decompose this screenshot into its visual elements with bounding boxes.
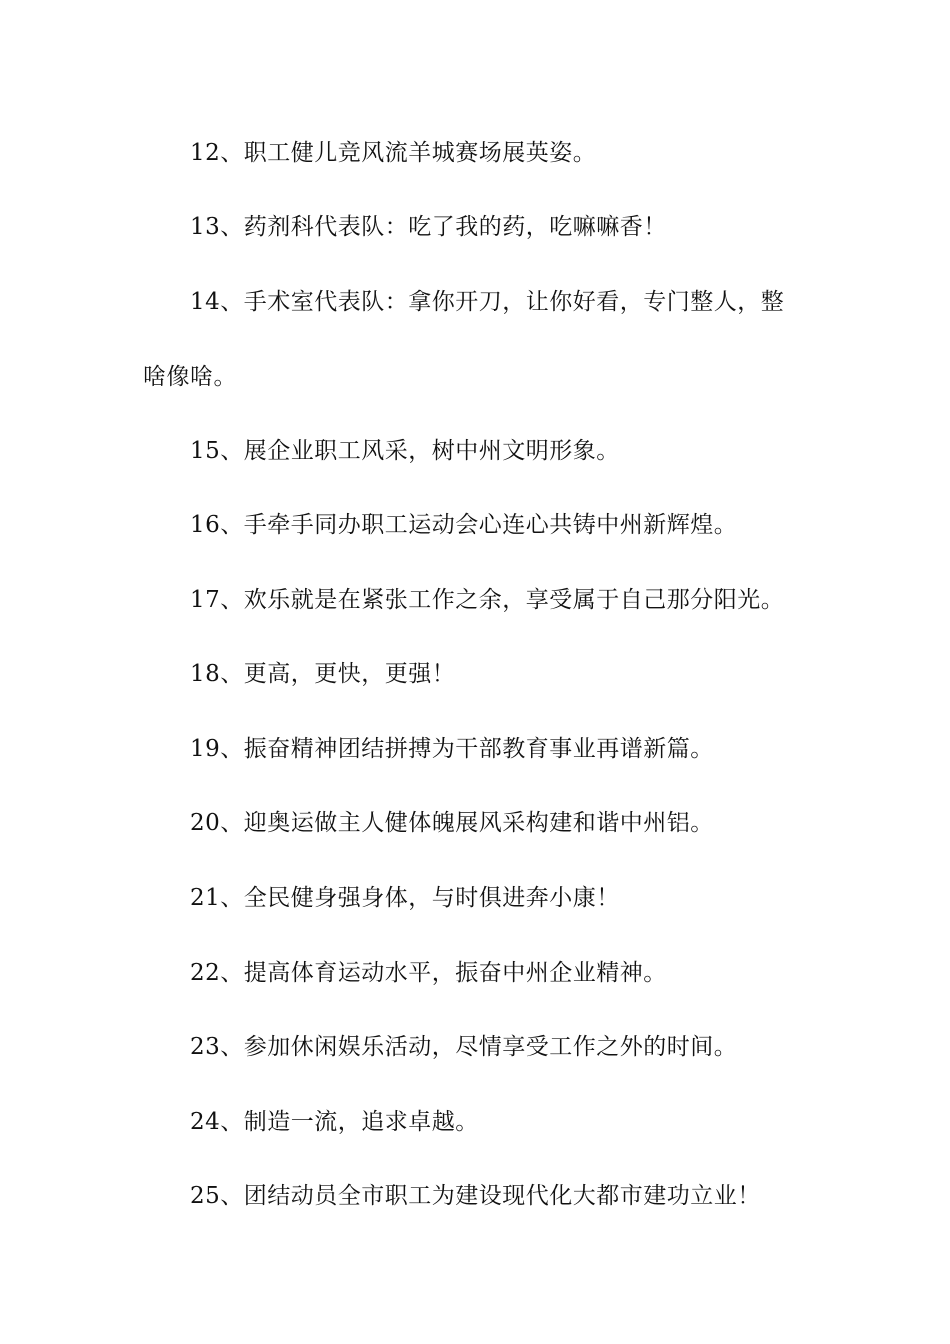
slogan-20: 20、迎奥运做主人健体魄展风采构建和谐中州铝。	[190, 810, 714, 836]
slogan-17: 17、欢乐就是在紧张工作之余，享受属于自己那分阳光。	[190, 587, 785, 613]
slogan-23: 23、参加休闲娱乐活动，尽情享受工作之外的时间。	[190, 1034, 738, 1060]
slogan-14: 14、手术室代表队：拿你开刀，让你好看，专门整人，整	[190, 289, 785, 315]
slogan-22: 22、提高体育运动水平，振奋中州企业精神。	[190, 960, 667, 986]
slogan-16: 16、手牵手同办职工运动会心连心共铸中州新辉煌。	[190, 512, 738, 538]
slogan-14-continuation: 啥像啥。	[143, 364, 237, 390]
slogan-12: 12、职工健儿竞风流羊城赛场展英姿。	[190, 140, 597, 166]
slogan-18: 18、更高，更快，更强！	[190, 661, 456, 687]
slogan-21: 21、全民健身强身体，与时俱进奔小康！	[190, 885, 620, 911]
slogan-24: 24、制造一流，追求卓越。	[190, 1109, 479, 1135]
slogan-13: 13、药剂科代表队：吃了我的药，吃嘛嘛香！	[190, 214, 667, 240]
slogan-25: 25、团结动员全市职工为建设现代化大都市建功立业！	[190, 1183, 761, 1209]
slogan-15: 15、展企业职工风采，树中州文明形象。	[190, 438, 620, 464]
slogan-19: 19、振奋精神团结拼搏为干部教育事业再谱新篇。	[190, 736, 714, 762]
